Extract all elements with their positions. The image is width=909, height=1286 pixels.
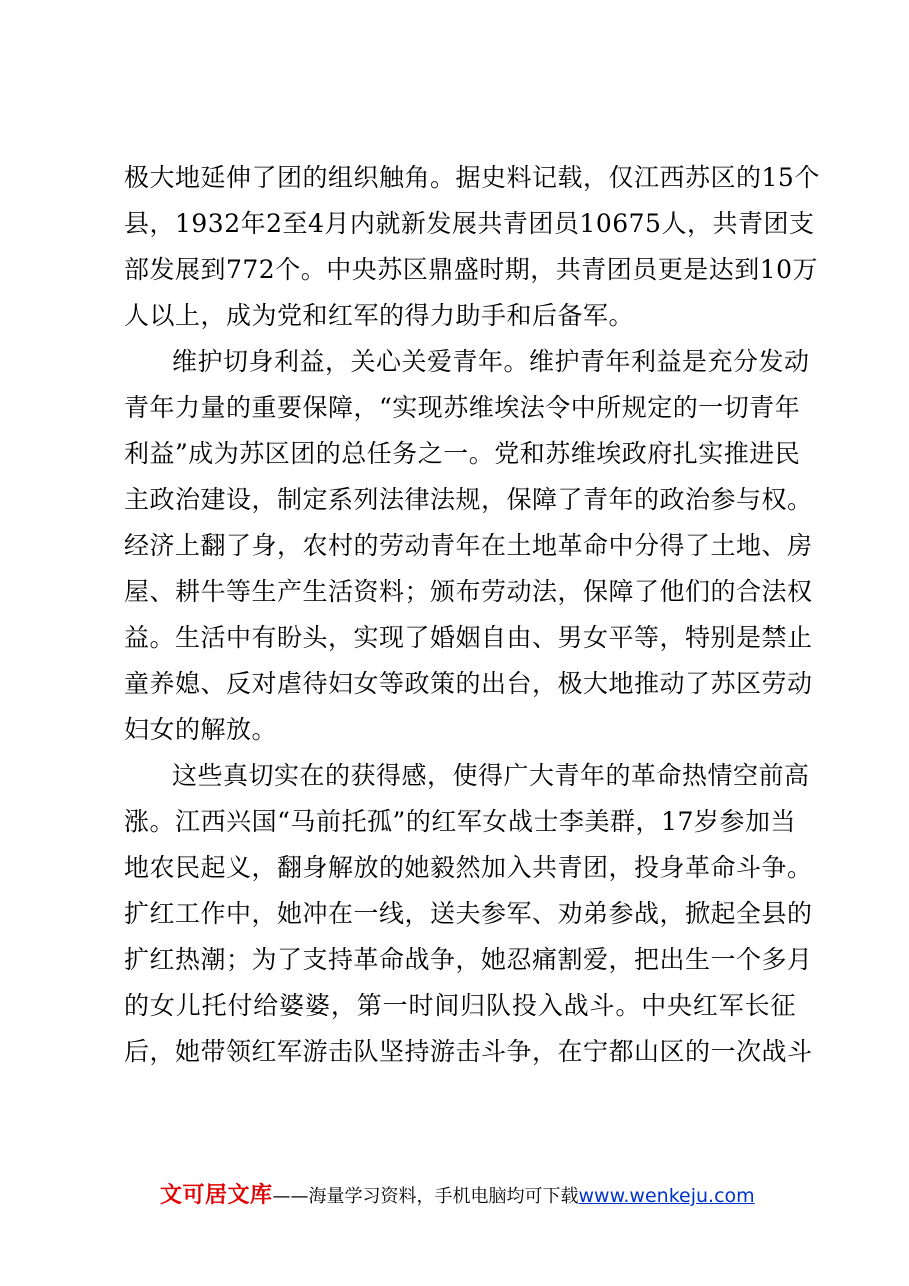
text-line: 主政治建设，制定系列法律法规，保障了青年的政治参与权。 (124, 485, 813, 514)
text-line: 妇女的解放。 (124, 715, 278, 744)
text-line: 童养媳、反对虐待妇女等政策的出台，极大地推动了苏区劳动 (124, 669, 813, 698)
footer-tagline: ——海量学习资料，手机电脑均可下载 (272, 1186, 579, 1207)
text-line: 维护切身利益，关心关爱青年。维护青年利益是充分发动 (172, 347, 810, 376)
footer-brand: 文可居文库 (160, 1183, 273, 1208)
page-footer (160, 1180, 780, 1212)
paragraph (124, 155, 820, 339)
text-line: 县，1932年2至4月内就新发展共青团员10675人，共青团支 (124, 209, 815, 238)
text-line: 人以上，成为党和红军的得力助手和后备军。 (124, 301, 635, 330)
text-line: 屋、耕牛等生产生活资料；颁布劳动法，保障了他们的合法权 (124, 577, 813, 606)
text-line: 极大地延伸了团的组织触角。据史料记载，仅江西苏区的15个 (124, 163, 820, 192)
text-line: 的女儿托付给婆婆，第一时间归队投入战斗。中央红军长征 (124, 991, 796, 1020)
paragraph (124, 339, 813, 753)
document-body (124, 155, 820, 1075)
text-line: 这些真切实在的获得感，使得广大青年的革命热情空前高 (172, 761, 810, 790)
text-line: 部发展到772个。中央苏区鼎盛时期，共青团员更是达到10万 (124, 255, 819, 284)
text-line: 利益”成为苏区团的总任务之一。党和苏维埃政府扎实推进民 (124, 439, 801, 468)
text-line: 青年力量的重要保障，“实现苏维埃法令中所规定的一切青年 (124, 393, 801, 422)
text-line: 益。生活中有盼头，实现了婚姻自由、男女平等，特别是禁止 (124, 623, 813, 652)
footer-website-link[interactable]: www.wenkeju.com (578, 1185, 755, 1207)
text-line: 地农民起义，翻身解放的她毅然加入共青团，投身革命斗争。 (124, 853, 813, 882)
text-line: 后，她带领红军游击队坚持游击斗争，在宁都山区的一次战斗 (124, 1037, 813, 1066)
paragraph (124, 753, 813, 1075)
text-line: 涨。江西兴国“马前托孤”的红军女战士李美群，17岁参加当 (124, 807, 796, 836)
text-line: 扩红热潮；为了支持革命战争，她忍痛割爱，把出生一个多月 (124, 945, 813, 974)
text-line: 扩红工作中，她冲在一线，送夫参军、劝弟参战，掀起全县的 (124, 899, 813, 928)
text-line: 经济上翻了身，农村的劳动青年在土地革命中分得了土地、房 (124, 531, 813, 560)
